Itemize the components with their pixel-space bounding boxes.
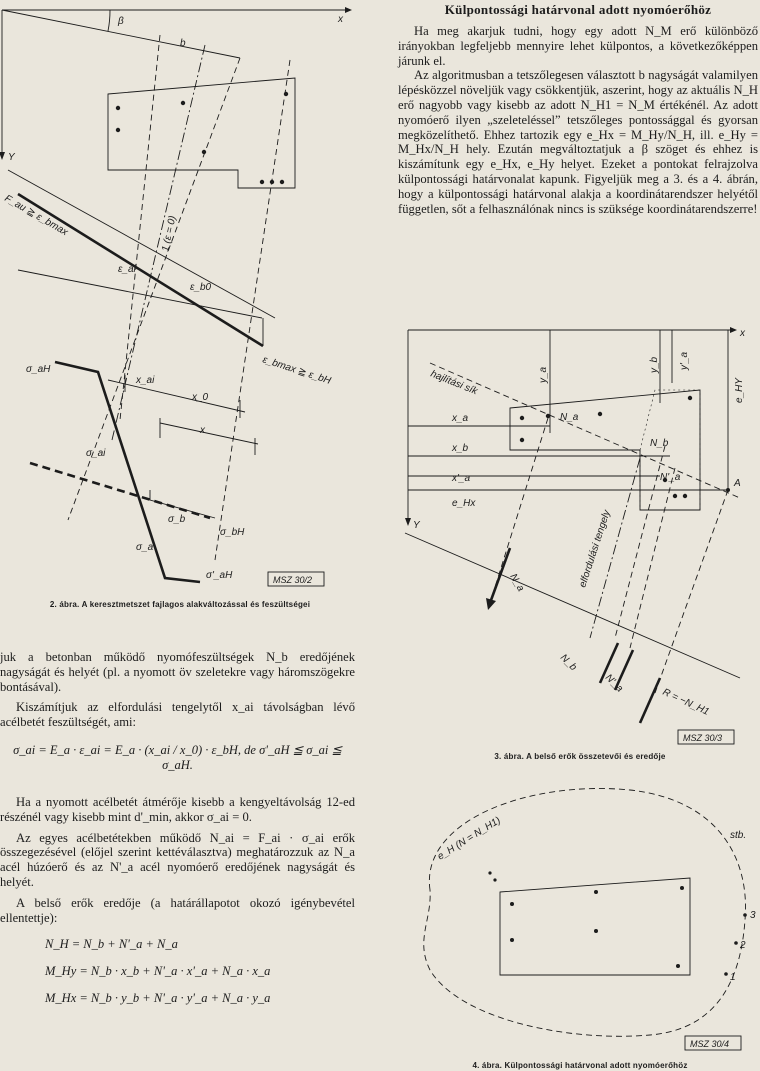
fig2-stamp: MSZ 30/2 bbox=[273, 575, 313, 585]
fig2-label-sa: σ_a bbox=[136, 542, 154, 553]
fig3-label-elfordulasi: elfordulási tengely bbox=[577, 508, 613, 589]
fig2-label-x: x bbox=[200, 425, 205, 436]
fig3-label-y: Y bbox=[413, 520, 420, 531]
fig3-label-a: A bbox=[734, 478, 741, 489]
fig4-caption: 4. ábra. Külpontossági határvonal adott nyomóerőhöz bbox=[472, 1061, 688, 1070]
formula-stress: σ_ai = E_a · ε_ai = E_a · (x_ai / x_0) · ε_bH, de σ'_aH ≦ σ_ai ≦ σ_aH. bbox=[13, 742, 342, 772]
figure-4-diagram bbox=[400, 770, 760, 1060]
fig3-label-nb-force: N_b bbox=[557, 652, 579, 674]
stress-dashed-line bbox=[30, 463, 210, 518]
fig2-label-epsilon0: 1 (ε = 0) bbox=[160, 214, 179, 253]
fig2-label-b: b bbox=[180, 38, 186, 49]
fig3-label-x-a: x'_a bbox=[452, 473, 471, 484]
fig4-stamp: MSZ 30/4 bbox=[690, 1039, 730, 1049]
fig2-label-beta: β bbox=[118, 16, 124, 27]
fig2-label-eai: ε_ai bbox=[118, 264, 136, 275]
fig2-label-xai: x_ai bbox=[136, 375, 155, 386]
fig2-label-sah: σ_aH bbox=[26, 364, 51, 375]
fig3-label-ya: y_a bbox=[538, 366, 549, 383]
fig4-label-stb: stb. bbox=[730, 830, 747, 841]
beta-arc bbox=[108, 10, 110, 31]
fig4-label-1: 1 bbox=[730, 972, 736, 983]
fig3-label-na: N_a bbox=[560, 412, 579, 423]
fig2-label-sai: σ_ai bbox=[86, 448, 106, 459]
fig3-label-y-a: y'_a bbox=[679, 351, 690, 370]
left-paragraph-1: juk a betonban működő nyomófeszültségek N_b eredőjének nagyságát és helyét (pl. a nyomott öv szeletekre vagy háromszögekre bontásával). bbox=[0, 650, 355, 694]
left-paragraph-4: Az egyes acélbetétekben működő N_ai = F_ai · σ_ai erők összegezésével (előjel szerint kettéválasztva) meghatározzuk az N_a acél húzóerő és az N'_a acél nyomóerő eredőjének nagyságát és helyét. bbox=[0, 830, 355, 889]
right-paragraph-2: Az algoritmusban a tetszőlegesen választott b nagyságát valamilyen lépésközzel növeljük vagy csökkentjük, aszerint, hogy az aktuális N_H erő nagyobb vagy kisebb az adott N_H1 = N_M értékénél. Az adott nyomóerő ilyen „szeleteléssel” tetszőleges pontossággal és gyorsan megközelíthető. Ehhez tartozik egy e_Hx = M_Hy/N_H, ill. e_Hy = M_Hx/N_H hely. Ezután megváltoztatjuk a β szöget és ehhez is kiszámítunk egy e_Hx, e_Hy helyet. Ezeket a pontokat felrajzolva külpontossági határvonalat kapunk. Figyeljük meg a 3. és a 4. ábrán, hogy a külpontossági határvonal alakja a koordinátarendszer helyétől független, sőt a felhasználónak nincs is szüksége koordinátarendszerre! bbox=[398, 68, 758, 216]
proj-line-3 bbox=[215, 60, 290, 560]
left-paragraph-2: Kiszámítjuk az elfordulási tengelytől x_ai távolságban lévő acélbetét feszültségét, ami: bbox=[0, 700, 355, 730]
fig3-label-yb: y_b bbox=[649, 356, 660, 373]
fig2-label-x: x bbox=[338, 14, 343, 25]
fig2-label-ebmax: ε_bmax ≧ ε_bH bbox=[261, 354, 333, 387]
formula-nh: N_H = N_b + N'_a + N_a bbox=[45, 937, 178, 952]
fig2-label-fau: F_au ≧ ε_bmax bbox=[2, 193, 70, 239]
fig3-label-n-a: N'_a bbox=[660, 472, 681, 483]
left-paragraph-3: Ha a nyomott acélbetét átmérője kisebb a kengyeltávolság 12-ed részénél vagy kisebb mint d'_min, akkor σ_ai = 0. bbox=[0, 794, 355, 824]
strain-ref-line bbox=[18, 270, 262, 318]
eccentricity-boundary bbox=[424, 788, 746, 1036]
fig4-label-3: 3 bbox=[750, 910, 756, 921]
figure-2-diagram bbox=[0, 0, 360, 600]
fig2-label-eb0: ε_b0 bbox=[190, 282, 212, 293]
section-heading: Külpontossági határvonal adott nyomóerőhöz bbox=[444, 2, 712, 17]
fig3-label-xa: x_a bbox=[452, 413, 469, 424]
strain-top-line bbox=[8, 170, 275, 318]
neutral-axis-line bbox=[112, 45, 205, 440]
fig2-caption: 2. ábra. A keresztmetszet fajlagos alakváltozással és feszültségei bbox=[49, 600, 311, 609]
fig3-stamp: MSZ 30/3 bbox=[683, 733, 723, 743]
fig2-label-sbh: σ_bH bbox=[220, 527, 245, 538]
left-paragraph-5: A belső erők eredője (a határállapotot okozó igénybevétel ellentettje): bbox=[0, 895, 355, 925]
axis-x-arrow bbox=[345, 7, 352, 13]
formula-mhy: M_Hy = N_b · x_b + N'_a · x'_a + N_a · x_a bbox=[45, 964, 271, 979]
fig2-label-sb: σ_b bbox=[168, 514, 186, 525]
fig3-label-x: x bbox=[740, 328, 745, 339]
fig4-label-2: 2 bbox=[740, 940, 746, 951]
fig3-label-ehy: e_HY bbox=[734, 377, 745, 403]
right-paragraph-1: Ha meg akarjuk tudni, hogy egy adott N_M erő különböző irányokban legfeljebb mennyire lehet külpontos, a következőképpen járunk el. bbox=[398, 24, 758, 68]
fig3-label-na-force: N_a bbox=[507, 572, 527, 594]
fig2-label-y: Y bbox=[8, 152, 15, 163]
fig3-label-ehx: e_Hx bbox=[452, 498, 476, 509]
fig3-cross-section bbox=[510, 390, 700, 510]
fig3-caption: 3. ábra. A belső erők összetevői és eredője bbox=[494, 752, 666, 761]
fig3-label-n-a-force: N'_a bbox=[602, 672, 625, 695]
figure-3-diagram bbox=[400, 318, 760, 758]
fig3-label-r: R = −N_H1 bbox=[660, 686, 711, 718]
fig3-label-nb: N_b bbox=[650, 438, 669, 449]
right-text bbox=[398, 2, 758, 216]
fig3-label-hajlitasi: hajlítási sík bbox=[428, 368, 479, 398]
formula-mhx: M_Hx = N_b · y_b + N'_a · y'_a + N_a · y_a bbox=[45, 991, 271, 1006]
fig3-label-xb: x_b bbox=[452, 443, 469, 454]
stress-curve bbox=[55, 362, 200, 582]
fig2-label-s-aH: σ'_aH bbox=[206, 570, 233, 581]
axis-y-arrow bbox=[0, 152, 5, 160]
fig2-label-x0: x_0 bbox=[192, 392, 209, 403]
left-text bbox=[0, 650, 355, 1006]
strain-line bbox=[18, 194, 263, 346]
fig2-cross-section bbox=[108, 78, 295, 188]
fig4-label-eh: e_H (N = N_H1) bbox=[435, 815, 503, 863]
